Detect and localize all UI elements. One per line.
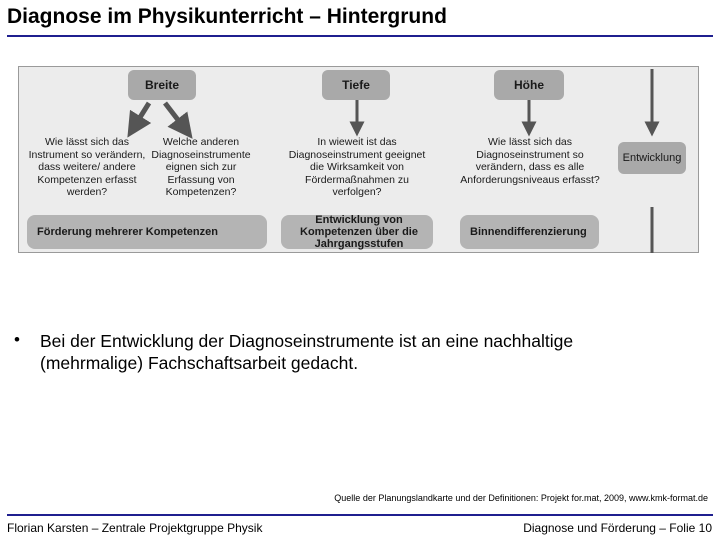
- hoehe-header: Höhe: [494, 70, 564, 100]
- entwicklung-label: Entwicklung: [618, 142, 686, 174]
- tiefe-header: Tiefe: [322, 70, 390, 100]
- breite-question-left: Wie lässt sich das Instrument so verändern, dass weitere/ andere Kompetenzen erfasst werden?: [28, 136, 146, 198]
- planning-diagram: [18, 66, 699, 253]
- hoehe-question: Wie lässt sich das Diagnoseinstrument so verändern, dass es alle Anforderungsniveaus erfasst?: [460, 136, 600, 186]
- bullet-marker: •: [14, 330, 20, 349]
- breite-header: Breite: [128, 70, 196, 100]
- breite-question-right: Welche anderen Diagnoseinstrumente eignen sich zur Erfassung von Kompetenzen?: [151, 136, 251, 198]
- footer-slide-number: Diagnose und Förderung – Folie 10: [523, 521, 712, 535]
- breite-arrow-right: [165, 103, 185, 129]
- footer-divider: [7, 514, 713, 516]
- band-tiefe: Entwicklung von Kompetenzen über die Jahrgangsstufen: [281, 215, 433, 249]
- title-divider: [7, 35, 713, 37]
- band-breite: Förderung mehrerer Kompetenzen: [27, 215, 267, 249]
- footer-author: Florian Karsten – Zentrale Projektgruppe Physik: [7, 521, 263, 535]
- breite-arrow-left: [134, 103, 149, 127]
- tiefe-question: In wieweit ist das Diagnoseinstrument geeignet die Wirksamkeit von Fördermaßnahmen zu verfolgen?: [288, 136, 426, 198]
- bullet-text: Bei der Entwicklung der Diagnoseinstrumente ist an eine nachhaltige (mehrmalige) Fachschaftsarbeit gedacht.: [40, 331, 574, 373]
- band-hoehe: Binnendifferenzierung: [460, 215, 599, 249]
- slide-title: Diagnose im Physikunterricht – Hintergrund: [7, 5, 447, 28]
- source-note: Quelle der Planungslandkarte und der Definitionen: Projekt for.mat, 2009, www.kmk-format.de: [334, 493, 708, 503]
